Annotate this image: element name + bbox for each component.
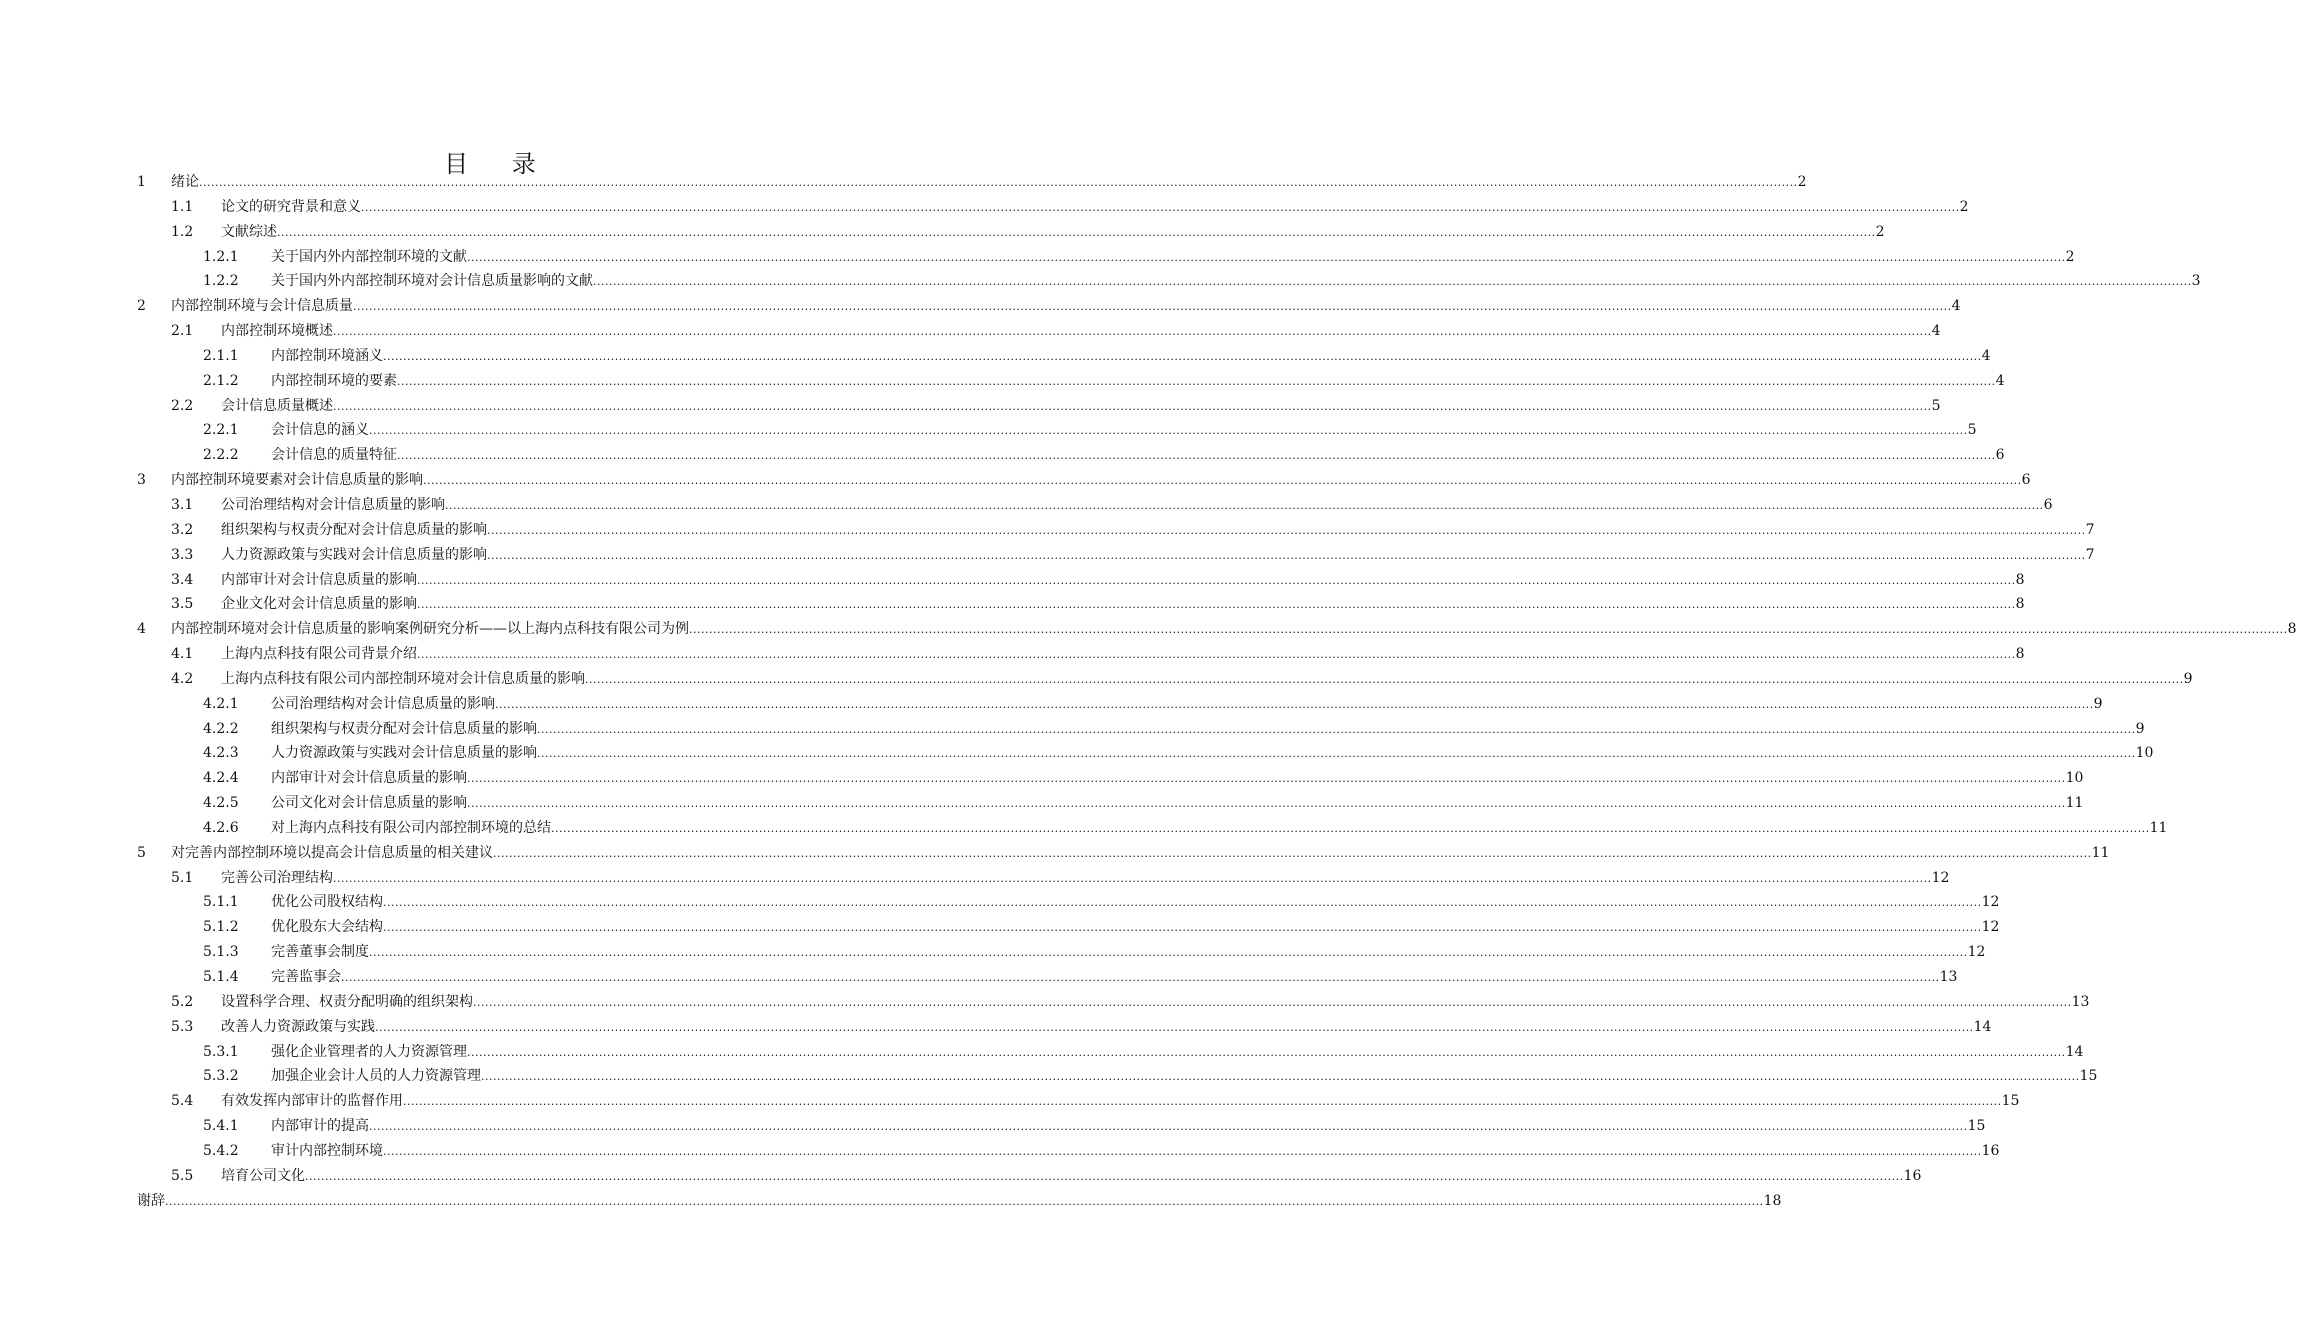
toc-entry-number: 4.2.2 — [203, 720, 239, 737]
toc-entry-number: 5.1 — [171, 869, 194, 886]
toc-entry[interactable] — [0, 990, 2090, 1015]
toc-entry-number: 2.2.1 — [203, 422, 239, 439]
toc-entry-page: 4 — [1995, 372, 2005, 389]
dot-leader: ................................................................................................................................................................................................................................................................................................................................................................................................................ — [369, 424, 1968, 438]
toc-entry-title: 内部控制环境概述 — [221, 323, 333, 340]
toc-entry[interactable] — [0, 493, 2053, 518]
dot-leader: ................................................................................................................................................................................................................................................................................................................................................................................................................ — [403, 1095, 2002, 1109]
toc-entry[interactable] — [0, 543, 2095, 568]
toc-entry[interactable] — [0, 294, 1961, 319]
toc-entry-line — [221, 990, 2090, 1016]
toc-entry-line — [221, 493, 2053, 519]
toc-entry-line — [221, 394, 1941, 420]
toc-entry[interactable] — [0, 1089, 2020, 1114]
dot-leader: ................................................................................................................................................................................................................................................................................................................................................................................................................ — [305, 1169, 1904, 1183]
toc-entry-page: 11 — [2091, 844, 2110, 861]
toc-entry-page: 9 — [2135, 720, 2145, 737]
toc-entry-page: 10 — [2135, 745, 2154, 762]
toc-entry-line — [271, 1114, 1986, 1140]
toc-entry-page: 8 — [2015, 646, 2025, 663]
toc-entry-line — [271, 1064, 2098, 1090]
toc-entry-number: 5.3.2 — [203, 1068, 239, 1085]
toc-entry-number: 1.2.1 — [203, 248, 239, 265]
toc-entry-title: 内部控制环境对会计信息质量的影响案例研究分析——以上海内点科技有限公司为例 — [171, 621, 689, 638]
toc-entry-page: 15 — [1967, 1118, 1986, 1135]
toc-entry-line — [271, 692, 2103, 718]
toc-entry-page: 12 — [1967, 944, 1986, 961]
toc-entry-number: 3.3 — [171, 546, 194, 563]
toc-entry-title: 内部控制环境要素对会计信息质量的影响 — [171, 472, 423, 489]
toc-entry-page: 12 — [1931, 869, 1950, 886]
toc-entry-page: 12 — [1981, 894, 2000, 911]
toc-entry-number: 4.2.3 — [203, 745, 239, 762]
toc-entry-page: 9 — [2183, 670, 2193, 687]
toc-entry-title: 上海内点科技有限公司内部控制环境对会计信息质量的影响 — [221, 670, 585, 687]
toc-entry[interactable] — [0, 369, 2005, 394]
toc-entry[interactable] — [0, 965, 1958, 990]
dot-leader: ................................................................................................................................................................................................................................................................................................................................................................................................................ — [397, 449, 1996, 463]
toc-entry-line — [221, 518, 2095, 544]
dot-leader: ................................................................................................................................................................................................................................................................................................................................................................................................................ — [537, 722, 2136, 736]
toc-entry[interactable] — [0, 518, 2095, 543]
dot-leader: ................................................................................................................................................................................................................................................................................................................................................................................................................ — [585, 672, 2184, 686]
toc-entry-number: 2 — [137, 298, 146, 315]
toc-entry-title: 强化企业管理者的人力资源管理 — [271, 1043, 467, 1060]
toc-entry[interactable] — [0, 717, 2145, 742]
toc-entry-page: 4 — [1931, 323, 1941, 340]
dot-leader: ................................................................................................................................................................................................................................................................................................................................................................................................................ — [333, 871, 1932, 885]
dot-leader: ................................................................................................................................................................................................................................................................................................................................................................................................................ — [481, 1070, 2080, 1084]
toc-entry-line — [271, 269, 2201, 295]
toc-entry[interactable] — [0, 1164, 1922, 1189]
toc-entry-number: 2.2.2 — [203, 447, 239, 464]
dot-leader: ................................................................................................................................................................................................................................................................................................................................................................................................................ — [445, 498, 2044, 512]
toc-entry-page: 7 — [2085, 546, 2095, 563]
toc-entry[interactable] — [0, 568, 2025, 593]
dot-leader: ................................................................................................................................................................................................................................................................................................................................................................................................................ — [165, 1194, 1764, 1208]
toc-entry-page: 9 — [2093, 695, 2103, 712]
dot-leader: ................................................................................................................................................................................................................................................................................................................................................................................................................ — [467, 250, 2066, 264]
toc-entry-line — [171, 468, 2031, 494]
toc-entry-title: 对完善内部控制环境以提高会计信息质量的相关建议 — [171, 844, 493, 861]
toc-entry-line — [271, 915, 2000, 941]
toc-entry-title: 内部控制环境的要素 — [271, 372, 397, 389]
toc-entry-number: 4.2 — [171, 670, 194, 687]
dot-leader: ................................................................................................................................................................................................................................................................................................................................................................................................................ — [383, 1144, 1982, 1158]
toc-entry-title: 会计信息的涵义 — [271, 422, 369, 439]
toc-entry-page: 2 — [1959, 198, 1969, 215]
toc-entry-number: 5.4.2 — [203, 1142, 239, 1159]
toc-entry[interactable] — [0, 170, 1807, 195]
toc-entry[interactable] — [0, 617, 2297, 642]
toc-entry-title: 公司治理结构对会计信息质量的影响 — [221, 496, 445, 513]
dot-leader: ................................................................................................................................................................................................................................................................................................................................................................................................................ — [417, 648, 2016, 662]
toc-entry-page: 2 — [2065, 248, 2075, 265]
toc-entry-number: 5.1.2 — [203, 919, 239, 936]
toc-entry-title: 论文的研究背景和意义 — [221, 198, 361, 215]
dot-leader: ................................................................................................................................................................................................................................................................................................................................................................................................................ — [333, 325, 1932, 339]
toc-entry-title: 公司治理结构对会计信息质量的影响 — [271, 695, 495, 712]
toc-entry[interactable] — [0, 667, 2193, 692]
toc-entry-title: 改善人力资源政策与实践 — [221, 1018, 375, 1035]
toc-entry-number: 5.3 — [171, 1018, 194, 1035]
dot-leader: ................................................................................................................................................................................................................................................................................................................................................................................................................ — [383, 921, 1982, 935]
toc-entry-line — [221, 220, 1885, 246]
toc-entry-title: 内部审计对会计信息质量的影响 — [221, 571, 417, 588]
toc-entry-title: 文献综述 — [221, 223, 277, 240]
toc-entry-title: 谢辞 — [137, 1192, 165, 1209]
toc-entry-line — [271, 741, 2154, 767]
dot-leader: ................................................................................................................................................................................................................................................................................................................................................................................................................ — [593, 275, 2192, 289]
toc-entry-title: 内部审计对会计信息质量的影响 — [271, 770, 467, 787]
dot-leader: ................................................................................................................................................................................................................................................................................................................................................................................................................ — [333, 399, 1932, 413]
toc-entry[interactable] — [0, 592, 2025, 617]
dot-leader: ................................................................................................................................................................................................................................................................................................................................................................................................................ — [467, 772, 2066, 786]
dot-leader: ................................................................................................................................................................................................................................................................................................................................................................................................................ — [277, 225, 1876, 239]
toc-entry-page: 7 — [2085, 521, 2095, 538]
toc-entry-line — [271, 965, 1958, 991]
toc-entry-page: 15 — [2001, 1093, 2020, 1110]
dot-leader: ................................................................................................................................................................................................................................................................................................................................................................................................................ — [383, 896, 1982, 910]
toc-entry-page: 4 — [1951, 298, 1961, 315]
dot-leader: ................................................................................................................................................................................................................................................................................................................................................................................................................ — [199, 176, 1798, 189]
dot-leader: ................................................................................................................................................................................................................................................................................................................................................................................................................ — [353, 300, 1952, 314]
toc-entry-page: 4 — [1981, 347, 1991, 364]
toc-entry-number: 1.1 — [171, 198, 194, 215]
toc-entry[interactable] — [0, 866, 1950, 891]
toc-entry-page: 8 — [2015, 596, 2025, 613]
toc-entry-line — [221, 319, 1941, 345]
toc-entry-page: 18 — [1763, 1192, 1782, 1209]
toc-entry[interactable] — [0, 791, 2084, 816]
toc-entry-page: 14 — [2065, 1043, 2084, 1060]
toc-entry[interactable] — [0, 741, 2154, 766]
toc-entry-number: 4.1 — [171, 646, 194, 663]
dot-leader: ................................................................................................................................................................................................................................................................................................................................................................................................................ — [467, 1045, 2066, 1059]
toc-entry[interactable] — [0, 841, 2110, 866]
toc-entry-line — [271, 369, 2005, 395]
toc-entry[interactable] — [0, 195, 1969, 220]
toc-entry-title: 设置科学合理、权责分配明确的组织架构 — [221, 993, 473, 1010]
toc-entry-title: 人力资源政策与实践对会计信息质量的影响 — [221, 546, 487, 563]
toc-entry-title: 培育公司文化 — [221, 1167, 305, 1184]
dot-leader: ................................................................................................................................................................................................................................................................................................................................................................................................................ — [487, 548, 2086, 562]
toc-entry[interactable] — [0, 468, 2031, 493]
dot-leader: ................................................................................................................................................................................................................................................................................................................................................................................................................ — [473, 995, 2072, 1009]
toc-entry-title: 审计内部控制环境 — [271, 1142, 383, 1159]
toc-entry[interactable] — [0, 220, 1885, 245]
toc-entry-number: 4.2.4 — [203, 770, 239, 787]
toc-entry-line — [271, 245, 2075, 271]
toc-entry-title: 关于国内外内部控制环境对会计信息质量影响的文献 — [271, 273, 593, 290]
toc-entry-title: 组织架构与权责分配对会计信息质量的影响 — [221, 521, 487, 538]
toc-entry-page: 2 — [1797, 174, 1807, 190]
dot-leader: ................................................................................................................................................................................................................................................................................................................................................................................................................ — [487, 523, 2086, 537]
dot-leader: ................................................................................................................................................................................................................................................................................................................................................................................................................ — [551, 821, 2150, 835]
toc-entry[interactable] — [0, 890, 2000, 915]
toc-entry[interactable] — [0, 443, 2005, 468]
dot-leader: ................................................................................................................................................................................................................................................................................................................................................................................................................ — [341, 971, 1940, 984]
toc-entry[interactable] — [0, 940, 1986, 965]
toc-entry[interactable] — [0, 418, 1977, 443]
toc-entry-page: 10 — [2065, 770, 2084, 787]
dot-leader: ................................................................................................................................................................................................................................................................................................................................................................................................................ — [467, 797, 2066, 811]
toc-entry-number: 5.5 — [171, 1167, 194, 1184]
toc-entry-page: 11 — [2065, 795, 2084, 812]
toc-entry-number: 1.2.2 — [203, 273, 239, 290]
dot-leader: ................................................................................................................................................................................................................................................................................................................................................................................................................ — [495, 697, 2094, 711]
toc-entry-number: 5 — [137, 844, 146, 861]
toc-entry-number: 2.1.2 — [203, 372, 239, 389]
toc-entry-line — [171, 170, 1807, 196]
toc-entry[interactable] — [0, 642, 2025, 667]
toc-entry-number: 5.3.1 — [203, 1043, 239, 1060]
toc-entry-line — [221, 592, 2025, 618]
toc-entry[interactable] — [0, 1139, 2000, 1164]
dot-leader: ................................................................................................................................................................................................................................................................................................................................................................................................................ — [361, 200, 1960, 214]
toc-entry[interactable] — [0, 915, 2000, 940]
toc-entry[interactable] — [0, 1064, 2098, 1089]
dot-leader: ................................................................................................................................................................................................................................................................................................................................................................................................................ — [689, 623, 2288, 637]
dot-leader: ................................................................................................................................................................................................................................................................................................................................................................................................................ — [397, 374, 1996, 388]
toc-entry-number: 4.2.6 — [203, 819, 239, 836]
toc-entry-page: 5 — [1931, 397, 1941, 414]
toc-entry[interactable] — [0, 245, 2075, 270]
toc-entry-title: 关于国内外内部控制环境的文献 — [271, 248, 467, 265]
toc-entry-number: 5.1.4 — [203, 969, 239, 985]
toc-entry-line — [221, 1089, 2020, 1115]
toc-entry-page: 3 — [2191, 273, 2201, 290]
toc-entry-number: 3.2 — [171, 521, 194, 538]
toc-entry-line — [271, 717, 2145, 743]
toc-entry-number: 3 — [137, 472, 146, 489]
toc-entry-line — [271, 791, 2084, 817]
toc-entry-title: 内部控制环境与会计信息质量 — [171, 298, 353, 315]
toc-entry-title: 完善公司治理结构 — [221, 869, 333, 886]
dot-leader: ................................................................................................................................................................................................................................................................................................................................................................................................................ — [369, 946, 1968, 960]
toc-entry-title: 会计信息的质量特征 — [271, 447, 397, 464]
toc-entry-number: 5.4.1 — [203, 1118, 239, 1135]
toc-entry-title: 完善监事会 — [271, 969, 341, 985]
toc-entry-title: 优化股东大会结构 — [271, 919, 383, 936]
toc-entry-number: 5.2 — [171, 993, 194, 1010]
toc-entry-number: 2.1.1 — [203, 347, 239, 364]
toc-entry-number: 2.2 — [171, 397, 194, 414]
toc-entry[interactable] — [0, 1040, 2084, 1065]
dot-leader: ................................................................................................................................................................................................................................................................................................................................................................................................................ — [383, 349, 1982, 363]
toc-entry[interactable] — [0, 319, 1941, 344]
table-of-contents — [0, 170, 2297, 1213]
toc-entry-title: 有效发挥内部审计的监督作用 — [221, 1093, 403, 1110]
toc-entry-page: 8 — [2015, 571, 2025, 588]
toc-entry-line — [221, 195, 1969, 221]
toc-entry[interactable] — [0, 1114, 1986, 1139]
toc-entry-number: 5.1.1 — [203, 894, 239, 911]
toc-entry-number: 3.5 — [171, 596, 194, 613]
toc-entry-title: 上海内点科技有限公司背景介绍 — [221, 646, 417, 663]
dot-leader: ................................................................................................................................................................................................................................................................................................................................................................................................................ — [537, 747, 2136, 761]
toc-entry-line — [221, 543, 2095, 569]
toc-entry-title: 公司文化对会计信息质量的影响 — [271, 795, 467, 812]
dot-leader: ................................................................................................................................................................................................................................................................................................................................................................................................................ — [417, 598, 2016, 612]
toc-entry-line — [221, 1015, 1992, 1041]
toc-entry-number: 1.2 — [171, 223, 194, 240]
toc-entry-line — [221, 866, 1950, 892]
dot-leader: ................................................................................................................................................................................................................................................................................................................................................................................................................ — [417, 573, 2016, 587]
toc-entry-number: 5.4 — [171, 1093, 194, 1110]
toc-entry-line — [221, 568, 2025, 594]
toc-entry-line — [271, 940, 1986, 966]
toc-entry-title: 组织架构与权责分配对会计信息质量的影响 — [271, 720, 537, 737]
toc-entry-title: 绪论 — [171, 174, 199, 190]
toc-entry-title: 加强企业会计人员的人力资源管理 — [271, 1068, 481, 1085]
toc-entry[interactable] — [0, 1015, 1992, 1040]
toc-entry-page: 13 — [2071, 993, 2090, 1010]
toc-entry-line — [137, 1189, 1782, 1215]
toc-entry-line — [171, 841, 2110, 867]
toc-entry-number: 3.1 — [171, 496, 194, 513]
toc-entry-number: 2.1 — [171, 323, 194, 340]
toc-entry-page: 13 — [1939, 969, 1958, 985]
toc-entry-page: 5 — [1967, 422, 1977, 439]
toc-entry-page: 16 — [1981, 1142, 2000, 1159]
toc-entry-page: 2 — [1875, 223, 1885, 240]
toc-entry-line — [271, 443, 2005, 469]
toc-entry[interactable] — [0, 766, 2084, 791]
dot-leader: ................................................................................................................................................................................................................................................................................................................................................................................................................ — [369, 1120, 1968, 1134]
toc-entry-page: 6 — [2021, 472, 2031, 489]
toc-entry-line — [171, 294, 1961, 320]
toc-entry[interactable] — [0, 394, 1941, 419]
toc-entry[interactable] — [0, 1189, 1782, 1214]
toc-entry-page: 14 — [1973, 1018, 1992, 1035]
toc-entry[interactable] — [0, 692, 2103, 717]
toc-entry-title: 内部审计的提高 — [271, 1118, 369, 1135]
toc-entry[interactable] — [0, 269, 2201, 294]
toc-entry-line — [271, 816, 2168, 842]
toc-entry-line — [271, 766, 2084, 792]
toc-entry-number: 4.2.5 — [203, 795, 239, 812]
toc-entry-line — [221, 642, 2025, 668]
toc-title: 目 录 — [444, 150, 554, 179]
toc-entry-title: 会计信息质量概述 — [221, 397, 333, 414]
toc-entry-line — [271, 344, 1991, 370]
toc-entry-title: 优化公司股权结构 — [271, 894, 383, 911]
toc-entry-page: 16 — [1903, 1167, 1922, 1184]
toc-entry-line — [171, 617, 2297, 643]
toc-entry-number: 3.4 — [171, 571, 194, 588]
toc-entry-title: 人力资源政策与实践对会计信息质量的影响 — [271, 745, 537, 762]
toc-entry-line — [221, 667, 2193, 693]
toc-entry-number: 5.1.3 — [203, 944, 239, 961]
toc-entry-line — [271, 418, 1977, 444]
dot-leader: ................................................................................................................................................................................................................................................................................................................................................................................................................ — [375, 1020, 1974, 1034]
dot-leader: ................................................................................................................................................................................................................................................................................................................................................................................................................ — [493, 846, 2092, 860]
toc-entry-line — [221, 1164, 1922, 1190]
toc-entry-page: 12 — [1981, 919, 2000, 936]
toc-entry-title: 完善董事会制度 — [271, 944, 369, 961]
toc-entry-number: 1 — [137, 174, 146, 190]
toc-entry-page: 15 — [2079, 1068, 2098, 1085]
toc-entry-page: 11 — [2149, 819, 2168, 836]
toc-entry-title: 企业文化对会计信息质量的影响 — [221, 596, 417, 613]
toc-entry-title: 内部控制环境涵义 — [271, 347, 383, 364]
toc-entry-page: 6 — [1995, 447, 2005, 464]
toc-entry-line — [271, 1139, 2000, 1165]
toc-entry-number: 4 — [137, 621, 146, 638]
toc-entry-page: 8 — [2287, 621, 2297, 638]
toc-entry-line — [271, 1040, 2084, 1066]
toc-entry[interactable] — [0, 344, 1991, 369]
toc-entry-number: 4.2.1 — [203, 695, 239, 712]
toc-entry-line — [271, 890, 2000, 916]
toc-entry-page: 6 — [2043, 496, 2053, 513]
dot-leader: ................................................................................................................................................................................................................................................................................................................................................................................................................ — [423, 474, 2022, 488]
toc-entry[interactable] — [0, 816, 2168, 841]
toc-entry-title: 对上海内点科技有限公司内部控制环境的总结 — [271, 819, 551, 836]
